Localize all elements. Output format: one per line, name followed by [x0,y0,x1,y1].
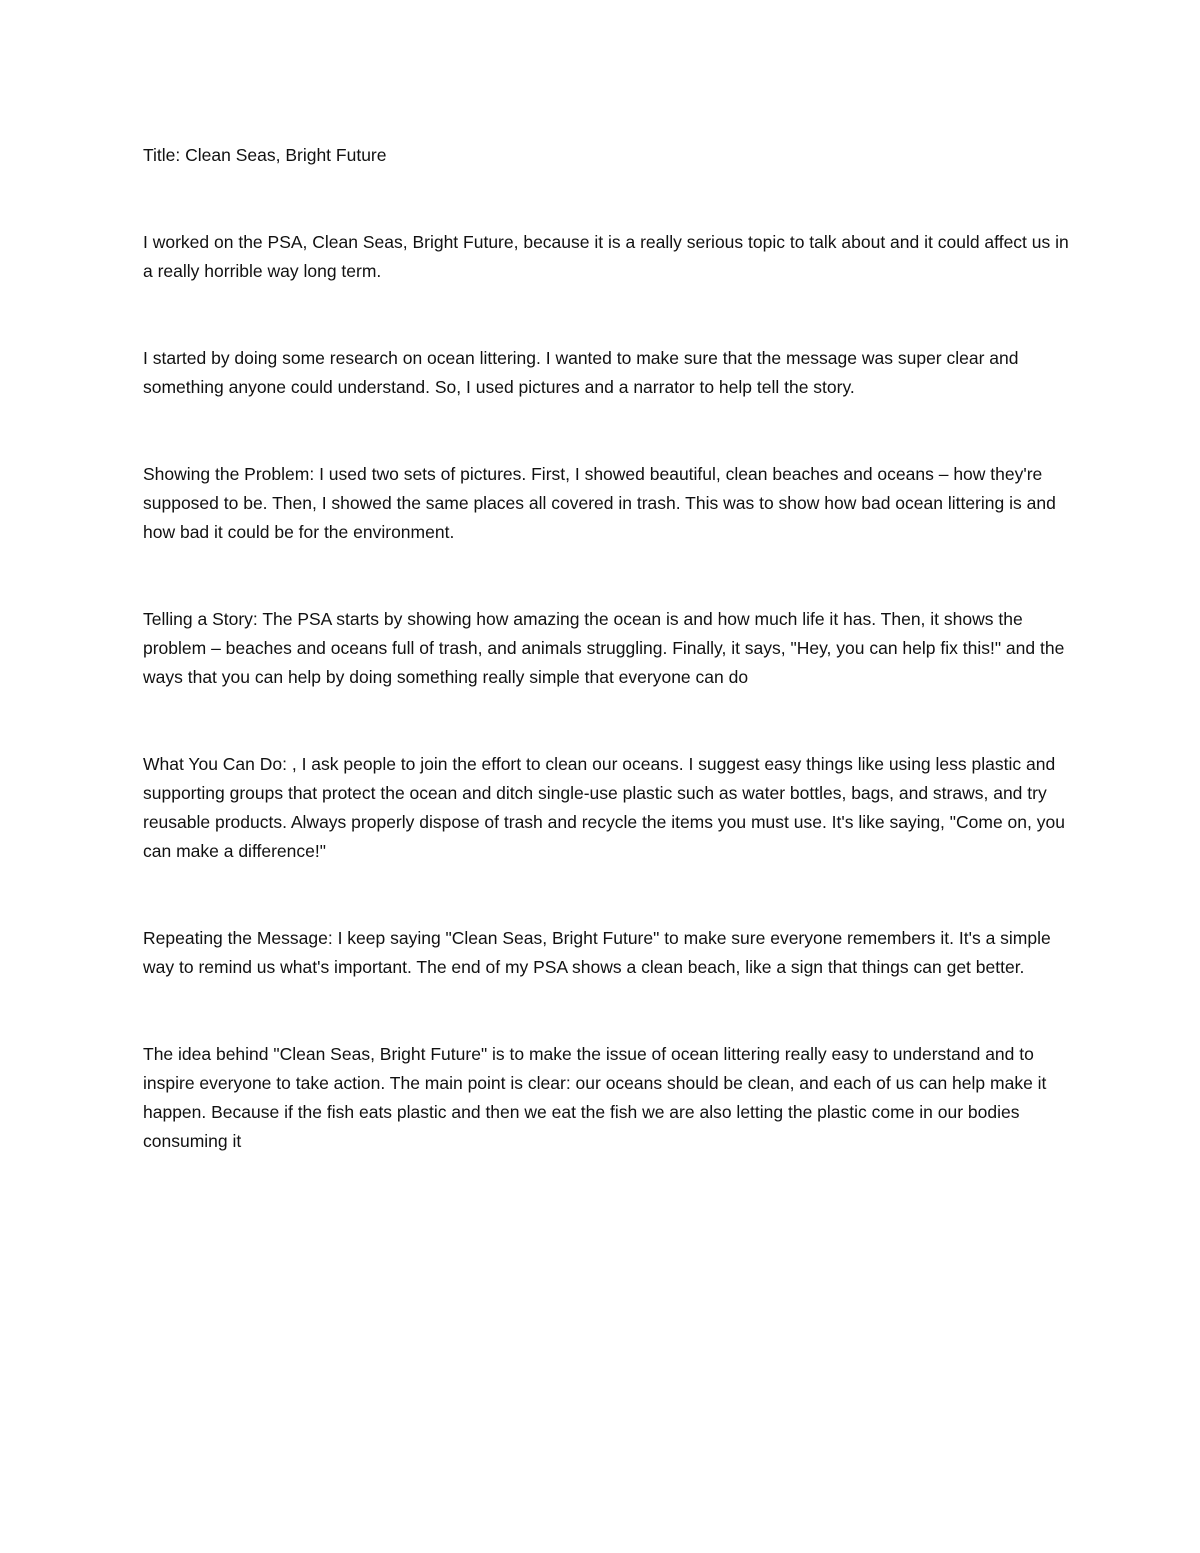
paragraph-repeating-message: Repeating the Message: I keep saying "Clean Seas, Bright Future" to make sure everyone remembers it. It's a simple way to remind us what's important. The end of my PSA shows a clean beach, like a sign that things can get better. [143,928,1051,977]
paragraph-what-you-can-do: What You Can Do: , I ask people to join the effort to clean our oceans. I suggest easy things like using less plastic and supporting groups that protect the ocean and ditch single-use plastic such as water bottles, bags, and straws, and try reusable products. Always properly dispose of trash and recycle the items you must use. It's like saying, "Come on, you can make a difference!" [143,754,1065,861]
document-title: Title: Clean Seas, Bright Future [143,145,387,165]
paragraph-conclusion: The idea behind "Clean Seas, Bright Future" is to make the issue of ocean littering really easy to understand and to inspire everyone to take action. The main point is clear: our oceans should be clean, and each of us can help make it happen. Because if the fish eats plastic and then we eat the fish we are also letting the plastic come in our bodies consuming it [143,1044,1047,1151]
document-body [143,141,1073,1214]
paragraph-showing-problem: Showing the Problem: I used two sets of pictures. First, I showed beautiful, clean beaches and oceans – how they're supposed to be. Then, I showed the same places all covered in trash. This was to show how bad ocean littering is and how bad it could be for the environment. [143,464,1056,542]
paragraph-telling-story: Telling a Story: The PSA starts by showing how amazing the ocean is and how much life it has. Then, it shows the problem – beaches and oceans full of trash, and animals struggling. Finally, it says, "Hey, you can help fix this!" and the ways that you can help by doing something really simple that everyone can do [143,609,1065,687]
paragraph-research: I started by doing some research on ocean littering. I wanted to make sure that the message was super clear and something anyone could understand. So, I used pictures and a narrator to help tell the story. [143,348,1019,397]
paragraph-intro: I worked on the PSA, Clean Seas, Bright Future, because it is a really serious topic to talk about and it could affect us in a really horrible way long term. [143,232,1069,281]
